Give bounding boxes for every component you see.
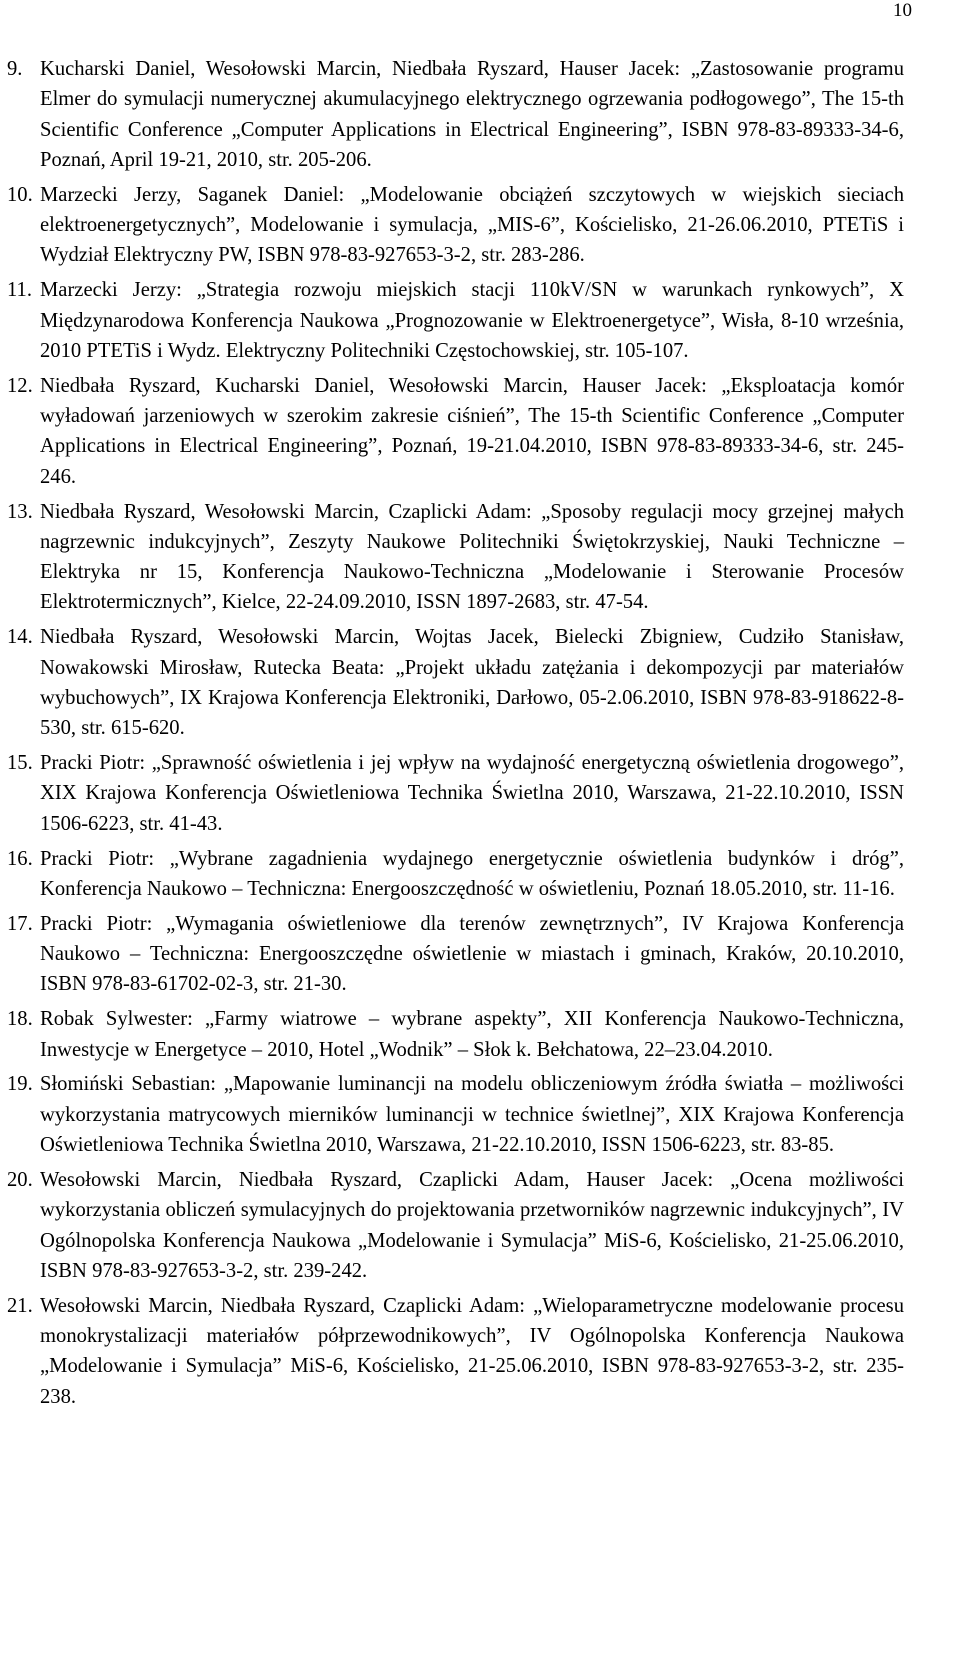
reference-text: Pracki Piotr: „Sprawność oświetlenia i jej wpływ na wydajność energetyczną oświetlenia drogowego”, XIX Krajowa Konferencja Oświetleniowa Technika Świetlna 2010, Warszawa, 21-22.10.2010, ISSN 1506-6223, str. 41-43. [40, 752, 904, 835]
reference-text: Niedbała Ryszard, Wesołowski Marcin, Czaplicki Adam: „Sposoby regulacji mocy grzejnej małych nagrzewnic indukcyjnych”, Zeszyty Naukowe Politechniki Świętokrzyskiej, Nauki Techniczne – Elektryka nr 15, Konferencja Naukowo-Techniczna „Modelowanie i Sterowanie Procesów Elektrotermicznych”, Kielce, 22-24.09.2010, ISSN 1897-2683, str. 47-54. [40, 500, 904, 614]
reference-item-17 [7, 909, 904, 1000]
reference-number: 10. [7, 183, 33, 206]
reference-number: 16. [7, 847, 33, 870]
reference-number: 9. [7, 58, 23, 80]
reference-number: 12. [7, 374, 33, 397]
reference-item-20 [7, 1165, 904, 1286]
reference-number: 11. [7, 279, 32, 302]
reference-text: Robak Sylwester: „Farmy wiatrowe – wybrane aspekty”, XII Konferencja Naukowo-Techniczna, Inwestycje w Energetyce – 2010, Hotel „Wodnik” – Słok k. Bełchatowa, 22–23.04.2010. [40, 1008, 904, 1061]
reference-text: Wesołowski Marcin, Niedbała Ryszard, Czaplicki Adam, Hauser Jacek: „Ocena możliwości wykorzystania obliczeń symulacyjnych do projektowania przetworników nagrzewnic indukcyjnych”, IV Ogólnopolska Konferencja Naukowa „Modelowanie i Symulacja” MiS-6, Kościelisko, 21-25.06.2010, ISBN 978-83-927653-3-2, str. 239-242. [40, 1168, 904, 1282]
reference-number: 15. [7, 752, 33, 775]
reference-number: 20. [7, 1168, 33, 1191]
reference-number: 18. [7, 1008, 33, 1031]
reference-item-11 [7, 275, 904, 366]
reference-number: 13. [7, 500, 33, 523]
page-number: 10 [893, 0, 912, 21]
reference-number: 21. [7, 1294, 33, 1317]
reference-list [7, 54, 904, 1416]
reference-item-14 [7, 622, 904, 743]
reference-item-13 [7, 497, 904, 618]
reference-item-9 [7, 54, 904, 175]
reference-text: Niedbała Ryszard, Wesołowski Marcin, Wojtas Jacek, Bielecki Zbigniew, Cudziło Stanisław, Nowakowski Mirosław, Rutecka Beata: „Projekt układu zatężania i dekompozycji par materiałów wybuchowych”, IX Krajowa Konferencja Elektroniki, Darłowo, 05-2.06.2010, ISBN 978-83-918622-8-530, str. 615-620. [40, 626, 904, 740]
reference-text: Pracki Piotr: „Wymagania oświetleniowe dla terenów zewnętrznych”, IV Krajowa Konferencja Naukowo – Techniczna: Energooszczędne oświetlenie w miastach i gminach, Kraków, 20.10.2010, ISBN 978-83-61702-02-3, str. 21-30. [40, 912, 904, 996]
reference-item-12 [7, 371, 904, 492]
reference-text: Pracki Piotr: „Wybrane zagadnienia wydajnego energetycznie oświetlenia budynków i dróg”, Konferencja Naukowo – Techniczna: Energooszczędność w oświetleniu, Poznań 18.05.2010, str. 11-16. [40, 847, 904, 900]
reference-item-19 [7, 1069, 904, 1160]
reference-number: 14. [7, 626, 33, 649]
reference-item-15 [7, 748, 904, 839]
reference-item-21 [7, 1291, 904, 1412]
reference-number: 17. [7, 912, 33, 935]
reference-item-16 [7, 844, 904, 905]
reference-number: 19. [7, 1073, 33, 1096]
reference-item-10 [7, 180, 904, 271]
reference-text: Marzecki Jerzy: „Strategia rozwoju miejskich stacji 110kV/SN w warunkach rynkowych”, X Międzynarodowa Konferencja Naukowa „Prognozowanie w Elektroenergetyce”, Wisła, 8-10 września, 2010 PTETiS i Wydz. Elektryczny Politechniki Częstochowskiej, str. 105-107. [40, 279, 904, 362]
reference-text: Słomiński Sebastian: „Mapowanie luminancji na modelu obliczeniowym źródła światła – możliwości wykorzystania matrycowych mierników luminancji w technice świetlnej”, XIX Krajowa Konferencja Oświetleniowa Technika Świetlna 2010, Warszawa, 21-22.10.2010, ISSN 1506-6223, str. 83-85. [40, 1073, 904, 1157]
reference-text: Niedbała Ryszard, Kucharski Daniel, Wesołowski Marcin, Hauser Jacek: „Eksploatacja komór wyładowań jarzeniowych w szerokim zakresie ciśnień”, The 15-th Scientific Conference „Computer Applications in Electrical Engineering”, Poznań, 19-21.04.2010, ISBN 978-83-89333-34-6, str. 245-246. [40, 374, 904, 488]
reference-item-18 [7, 1004, 904, 1065]
reference-text: Marzecki Jerzy, Saganek Daniel: „Modelowanie obciążeń szczytowych w wiejskich sieciach elektroenergetycznych”, Modelowanie i symulacja, „MIS-6”, Kościelisko, 21-26.06.2010, PTETiS i Wydział Elektryczny PW, ISBN 978-83-927653-3-2, str. 283-286. [40, 183, 904, 267]
reference-text: Wesołowski Marcin, Niedbała Ryszard, Czaplicki Adam: „Wieloparametryczne modelowanie procesu monokrystalizacji materiałów półprzewodnikowych”, IV Ogólnopolska Konferencja Naukowa „Modelowanie i Symulacja” MiS-6, Kościelisko, 21-25.06.2010, ISBN 978-83-927653-3-2, str. 235-238. [40, 1294, 904, 1408]
reference-text: Kucharski Daniel, Wesołowski Marcin, Niedbała Ryszard, Hauser Jacek: „Zastosowanie programu Elmer do symulacji numerycznej akumulacyjnego elektrycznego ogrzewania podłogowego”, The 15-th Scientific Conference „Computer Applications in Electrical Engineering”, ISBN 978-83-89333-34-6, Poznań, April 19-21, 2010, str. 205-206. [40, 58, 904, 171]
